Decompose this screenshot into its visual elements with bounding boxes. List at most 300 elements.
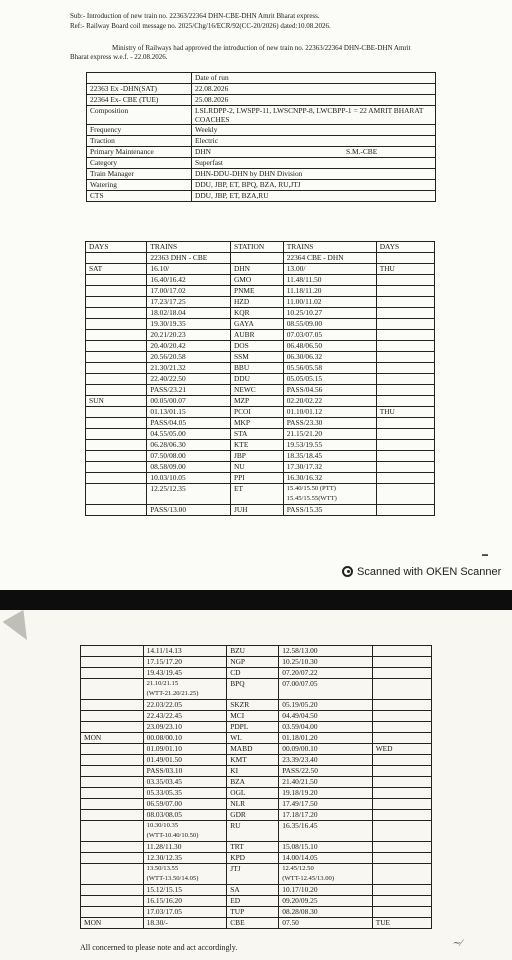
schedule-row (81, 722, 432, 733)
schedule-row (81, 679, 432, 700)
up-time-cell (279, 722, 372, 733)
day-cell-return (372, 821, 431, 842)
station-code: HZD (230, 297, 283, 308)
day-cell (86, 319, 147, 330)
schedule-row (81, 821, 432, 842)
day-cell (86, 330, 147, 341)
day-cell (81, 821, 144, 842)
up-time-cell (283, 264, 376, 275)
station-code: NU (230, 462, 283, 473)
station-code: NEWC (230, 385, 283, 396)
down-time-wtt: (WTT-21.20/21.25) (146, 690, 199, 697)
info-value: Superfast (192, 158, 436, 169)
day-cell-return (376, 286, 434, 297)
day-cell (81, 853, 144, 864)
day-cell-return (376, 396, 434, 407)
up-time: 11.18/11.20 (286, 286, 322, 295)
day-cell (86, 275, 147, 286)
reference-line: Ref:- Railway Board coil message no. 2025/Chg/16/ECR/92(CC-20/2026) dated:10.08.2026. (70, 22, 331, 30)
station-code: GMO (230, 275, 283, 286)
up-time-cell (283, 396, 376, 407)
day-cell-return (376, 385, 434, 396)
info-label: Frequency (87, 125, 192, 136)
info-value: Electric (192, 136, 436, 147)
day-cell (86, 462, 147, 473)
schedule-row (81, 810, 432, 821)
info-row (87, 95, 436, 106)
down-time-cell (143, 810, 227, 821)
schedule-row (86, 264, 435, 275)
empty-cell (230, 253, 283, 264)
day-cell-return (372, 896, 431, 907)
up-time-cell (279, 668, 372, 679)
down-time-cell (143, 896, 227, 907)
day-cell-return (376, 418, 434, 429)
up-time: 23.39/23.40 (282, 755, 318, 764)
info-row (87, 136, 436, 147)
body-line-1: Ministry of Railways had approved the introduction of new train no. 22363/22364 DHN-CBE-DHN Amrit (112, 44, 411, 52)
down-time: 16.15/16.20 (146, 896, 182, 905)
down-time: 22.03/22.05 (146, 700, 182, 709)
schedule-row (86, 352, 435, 363)
up-time: 10.17/10.20 (282, 885, 318, 894)
day-cell-return (372, 907, 431, 918)
up-time: 21.40/21.50 (282, 777, 318, 786)
up-time-cell (283, 505, 376, 516)
station-code: CBE (227, 918, 279, 929)
day-cell-return (372, 810, 431, 821)
down-time: 00.08/00.10 (146, 733, 182, 742)
station-code: BZA (227, 777, 279, 788)
schedule-row (81, 788, 432, 799)
day-cell (81, 777, 144, 788)
up-time: 11.48/11.50 (286, 275, 322, 284)
train-22364-label: 22364 CBE - DHN (283, 253, 376, 264)
down-time-cell (143, 885, 227, 896)
up-time: 00.09/00.10 (282, 744, 318, 753)
day-cell-return (372, 853, 431, 864)
down-time: 12.25/12.35 (150, 484, 186, 493)
down-time-cell (147, 352, 231, 363)
up-time: 05.19/05.20 (282, 700, 318, 709)
day-cell (86, 341, 147, 352)
station-code: SSM (230, 352, 283, 363)
down-time-cell (147, 363, 231, 374)
down-time-cell (143, 646, 227, 657)
day-cell: MON (81, 733, 144, 744)
down-time: 05.33/05.35 (146, 788, 182, 797)
info-row (87, 169, 436, 180)
up-time-cell (279, 744, 372, 755)
up-time: 13.00/ (286, 264, 306, 273)
day-cell-return (372, 700, 431, 711)
info-row (87, 125, 436, 136)
day-cell (86, 374, 147, 385)
info-row (87, 84, 436, 95)
day-cell (86, 484, 147, 505)
up-time-cell (279, 733, 372, 744)
up-time-cell (279, 810, 372, 821)
down-time: 21.10/21.15 (146, 680, 179, 687)
schedule-row (81, 853, 432, 864)
schedule-row (81, 733, 432, 744)
day-cell-return (376, 505, 434, 516)
down-time: 00.05/00.07 (150, 396, 186, 405)
day-cell (86, 352, 147, 363)
up-time: 07.03/07.05 (286, 330, 323, 339)
day-cell (81, 646, 144, 657)
up-time-cell (283, 275, 376, 286)
day-cell (81, 896, 144, 907)
station-code: PPI (230, 473, 283, 484)
down-time-cell (143, 755, 227, 766)
down-time: 17.23/17.25 (150, 297, 186, 306)
day-cell (86, 363, 147, 374)
station-code: JBP (230, 451, 283, 462)
station-code: WL (227, 733, 279, 744)
up-time: 18.35/18.45 (286, 451, 323, 460)
down-time: 20.40/20.42 (150, 341, 186, 350)
down-time: 19.30/19.35 (150, 319, 186, 328)
schedule-row (86, 451, 435, 462)
down-time-cell (143, 668, 227, 679)
up-time: PASS/22.50 (282, 766, 318, 775)
up-time-cell (279, 755, 372, 766)
up-time-cell (283, 385, 376, 396)
station-code: BPQ (227, 679, 279, 700)
station-code: DDU (230, 374, 283, 385)
down-time: 19.43/19.45 (146, 668, 182, 677)
day-cell-return: TUE (372, 918, 431, 929)
day-cell-return (376, 451, 434, 462)
day-cell-return (376, 341, 434, 352)
up-time-cell (279, 679, 372, 700)
body-line-2: Bharat express w.e.f. - 22.08.2026. (70, 53, 168, 61)
day-cell-return (376, 462, 434, 473)
day-cell-return (376, 473, 434, 484)
station-code: OGL (227, 788, 279, 799)
day-cell-return (372, 646, 431, 657)
down-time: 16.40/16.42 (150, 275, 186, 284)
schedule-row (81, 657, 432, 668)
info-row-date-header (87, 73, 436, 84)
schedule-row (86, 319, 435, 330)
up-time-cell (283, 341, 376, 352)
day-cell-return (372, 755, 431, 766)
down-time: 11.28/11.30 (146, 842, 182, 851)
date-of-run-label: Date of run (192, 73, 436, 84)
schedule-row (81, 918, 432, 929)
info-row (87, 158, 436, 169)
day-cell-return (376, 484, 434, 505)
up-time-cell (283, 297, 376, 308)
up-time-cell (283, 451, 376, 462)
station-code: DHN (230, 264, 283, 275)
down-time-cell (147, 330, 231, 341)
station-code: TUP (227, 907, 279, 918)
station-code: KPD (227, 853, 279, 864)
down-time: 21.30/21.32 (150, 363, 186, 372)
up-time-cell (279, 918, 372, 929)
schedule-row (81, 755, 432, 766)
info-label: Train Manager (87, 169, 192, 180)
schedule-header-station: STATION (230, 242, 283, 253)
up-time: 06.48/06.50 (286, 341, 323, 350)
day-cell (81, 907, 144, 918)
up-time: 15.08/15.10 (282, 842, 318, 851)
day-cell (81, 711, 144, 722)
day-cell (86, 297, 147, 308)
station-code: AUBR (230, 330, 283, 341)
info-row (87, 147, 436, 158)
up-time: 01.10/01.12 (286, 407, 323, 416)
down-time-cell (147, 396, 231, 407)
down-time: 16.10/ (150, 264, 170, 273)
down-time-cell (143, 853, 227, 864)
up-time-cell (279, 885, 372, 896)
down-time-cell (147, 451, 231, 462)
down-time: 06.28/06.30 (150, 440, 186, 449)
station-code: DOS (230, 341, 283, 352)
schedule-row (81, 744, 432, 755)
down-time: 07.50/08.00 (150, 451, 186, 460)
up-time-cell (279, 788, 372, 799)
up-time: 10.25/10.27 (286, 308, 323, 317)
schedule-header-days2: DAYS (376, 242, 434, 253)
up-time: 05.56/05.58 (286, 363, 323, 372)
day-cell (81, 755, 144, 766)
day-cell-return: WED (372, 744, 431, 755)
down-time-cell (143, 864, 227, 885)
schedule-row (86, 308, 435, 319)
down-time-cell (147, 297, 231, 308)
down-time: 14.11/14.13 (146, 646, 182, 655)
day-cell-return (376, 308, 434, 319)
day-cell-return (372, 668, 431, 679)
station-code: JTJ (227, 864, 279, 885)
down-time-cell (143, 821, 227, 842)
station-code: STA (230, 429, 283, 440)
up-time: 08.55/09.00 (286, 319, 323, 328)
up-time: 17.30/17.32 (286, 462, 323, 471)
day-cell (86, 429, 147, 440)
down-time: PASS/03.10 (146, 766, 183, 775)
schedule-header-days: DAYS (86, 242, 147, 253)
schedule-row (86, 462, 435, 473)
day-cell (81, 657, 144, 668)
day-cell (81, 668, 144, 679)
day-cell (86, 473, 147, 484)
up-time: 01.18/01.20 (282, 733, 318, 742)
up-time-cell (283, 418, 376, 429)
down-time-cell (143, 766, 227, 777)
down-time: PASS/13.00 (150, 505, 187, 514)
day-cell-return (372, 722, 431, 733)
up-time-cell (283, 440, 376, 451)
station-code: BZU (227, 646, 279, 657)
day-cell (86, 418, 147, 429)
up-time-cell (279, 799, 372, 810)
station-code: SA (227, 885, 279, 896)
station-code: MABD (227, 744, 279, 755)
down-time-cell (143, 799, 227, 810)
train-22363-label: 22363 DHN - CBE (147, 253, 231, 264)
info-value: DHN (192, 147, 344, 158)
down-time: 04.55/05.00 (150, 429, 186, 438)
up-time-cell (283, 407, 376, 418)
info-row (87, 106, 436, 125)
day-cell (81, 766, 144, 777)
up-time: 16.30/16.32 (286, 473, 323, 482)
station-code: ET (230, 484, 283, 505)
day-cell (81, 885, 144, 896)
up-time-cell (279, 657, 372, 668)
station-code: KQR (230, 308, 283, 319)
up-time: 07.20/07.22 (282, 668, 318, 677)
schedule-row (86, 429, 435, 440)
info-label: Watering (87, 180, 192, 191)
day-cell-return (376, 374, 434, 385)
down-time-cell (143, 907, 227, 918)
down-time: 18.02/18.04 (150, 308, 186, 317)
info-value: 25.08.2026 (192, 95, 436, 106)
schedule-row (81, 668, 432, 679)
day-cell-return (372, 788, 431, 799)
down-time: 15.12/15.15 (146, 885, 182, 894)
day-cell (81, 788, 144, 799)
schedule-row (86, 297, 435, 308)
up-time: 06.30/06.32 (286, 352, 323, 361)
down-time-wtt: (WTT-10.40/10.50) (146, 832, 199, 839)
day-cell-return: THU (376, 264, 434, 275)
station-code: PCOI (230, 407, 283, 418)
footer-note: All concerned to please note and act accordingly. (80, 943, 238, 952)
down-time-cell (147, 440, 231, 451)
station-code: JUH (230, 505, 283, 516)
up-time: 19.53/19.55 (286, 440, 323, 449)
up-time: 05.05/05.15 (286, 374, 323, 383)
station-code: NLR (227, 799, 279, 810)
station-code: RU (227, 821, 279, 842)
schedule-header-trains2: TRAINS (283, 242, 376, 253)
up-time: 02.20/02.22 (286, 396, 323, 405)
day-cell (81, 810, 144, 821)
schedule-row (81, 711, 432, 722)
down-time-cell (143, 733, 227, 744)
day-cell (86, 440, 147, 451)
day-cell (81, 679, 144, 700)
empty-cell (376, 253, 434, 264)
down-time: 08.58/09.00 (150, 462, 186, 471)
info-label: 22364 Ex- CBE (TUE) (87, 95, 192, 106)
schedule-row (86, 440, 435, 451)
down-time-wtt: (WTT-13.50/14.05) (146, 875, 199, 882)
station-code: MKP (230, 418, 283, 429)
info-label: Primary Maintenance (87, 147, 192, 158)
up-time: 11.00/11.02 (286, 297, 322, 306)
scanner-text: Scanned with OKEN Scanner (357, 566, 502, 578)
down-time: 13.50/13.55 (146, 865, 179, 872)
up-time-cell (283, 363, 376, 374)
empty-cell (86, 253, 147, 264)
down-time: 10.03/10.05 (150, 473, 186, 482)
up-time-cell (283, 473, 376, 484)
schedule-row (86, 418, 435, 429)
down-time-cell (147, 286, 231, 297)
down-time-cell (143, 679, 227, 700)
up-time-cell (283, 308, 376, 319)
day-cell-return (372, 799, 431, 810)
schedule-subheader-row (86, 253, 435, 264)
down-time-cell (147, 407, 231, 418)
schedule-row (86, 407, 435, 418)
schedule-row (81, 885, 432, 896)
up-time-cell (283, 429, 376, 440)
info-value: DDU, JBP, ET, BZA,RU (192, 191, 436, 202)
down-time-cell (143, 657, 227, 668)
down-time: PASS/04.05 (150, 418, 187, 427)
page-edge-mark: ▬ (482, 552, 488, 558)
info-label: Traction (87, 136, 192, 147)
day-cell (86, 407, 147, 418)
day-cell-return (376, 429, 434, 440)
subject-line: Sub:- Introduction of new train no. 22363/22364 DHN-CBE-DHN Amrit Bharat express. (70, 12, 320, 20)
up-time: 09.20/09.25 (282, 896, 318, 905)
station-code: KMT (227, 755, 279, 766)
day-cell-return (372, 657, 431, 668)
day-cell (81, 842, 144, 853)
station-code: MZP (230, 396, 283, 407)
schedule-row (86, 341, 435, 352)
schedule-row (81, 777, 432, 788)
station-code: MCI (227, 711, 279, 722)
up-time-cell (283, 286, 376, 297)
up-time-cell (279, 646, 372, 657)
station-code: NGP (227, 657, 279, 668)
info-value: LSLRDPP-2, LWSPP-11, LWSCNPP-8, LWCBPP-1 = 22 AMRIT BHARAT COACHES (192, 106, 436, 125)
schedule-row (86, 385, 435, 396)
down-time-cell (147, 429, 231, 440)
schedule-row (86, 374, 435, 385)
up-time-cell (279, 821, 372, 842)
down-time: 22.43/22.45 (146, 711, 182, 720)
down-time-cell (147, 505, 231, 516)
down-time-cell (147, 341, 231, 352)
info-value: DHN-DDU-DHN by DHN Division (192, 169, 436, 180)
up-time-cell (283, 374, 376, 385)
up-time-cell (279, 777, 372, 788)
station-code: CD (227, 668, 279, 679)
up-time: 12.58/13.00 (282, 646, 318, 655)
up-time: PASS/04.56 (286, 385, 323, 394)
up-time: 17.18/17.20 (282, 810, 318, 819)
down-time: 06.59/07.00 (146, 799, 182, 808)
info-label: Category (87, 158, 192, 169)
down-time-cell (147, 462, 231, 473)
day-cell: MON (81, 918, 144, 929)
info-value: Weekly (192, 125, 436, 136)
day-cell-return (376, 363, 434, 374)
down-time: 17.00/17.02 (150, 286, 186, 295)
station-code: PNME (230, 286, 283, 297)
down-time-cell (147, 484, 231, 505)
schedule-table-part1 (85, 241, 435, 516)
down-time-cell (143, 722, 227, 733)
day-cell (86, 308, 147, 319)
up-time: 15.40/15.50 (PTT) (286, 485, 336, 492)
down-time: 01.13/01.15 (150, 407, 186, 416)
down-time: 01.49/01.50 (146, 755, 182, 764)
